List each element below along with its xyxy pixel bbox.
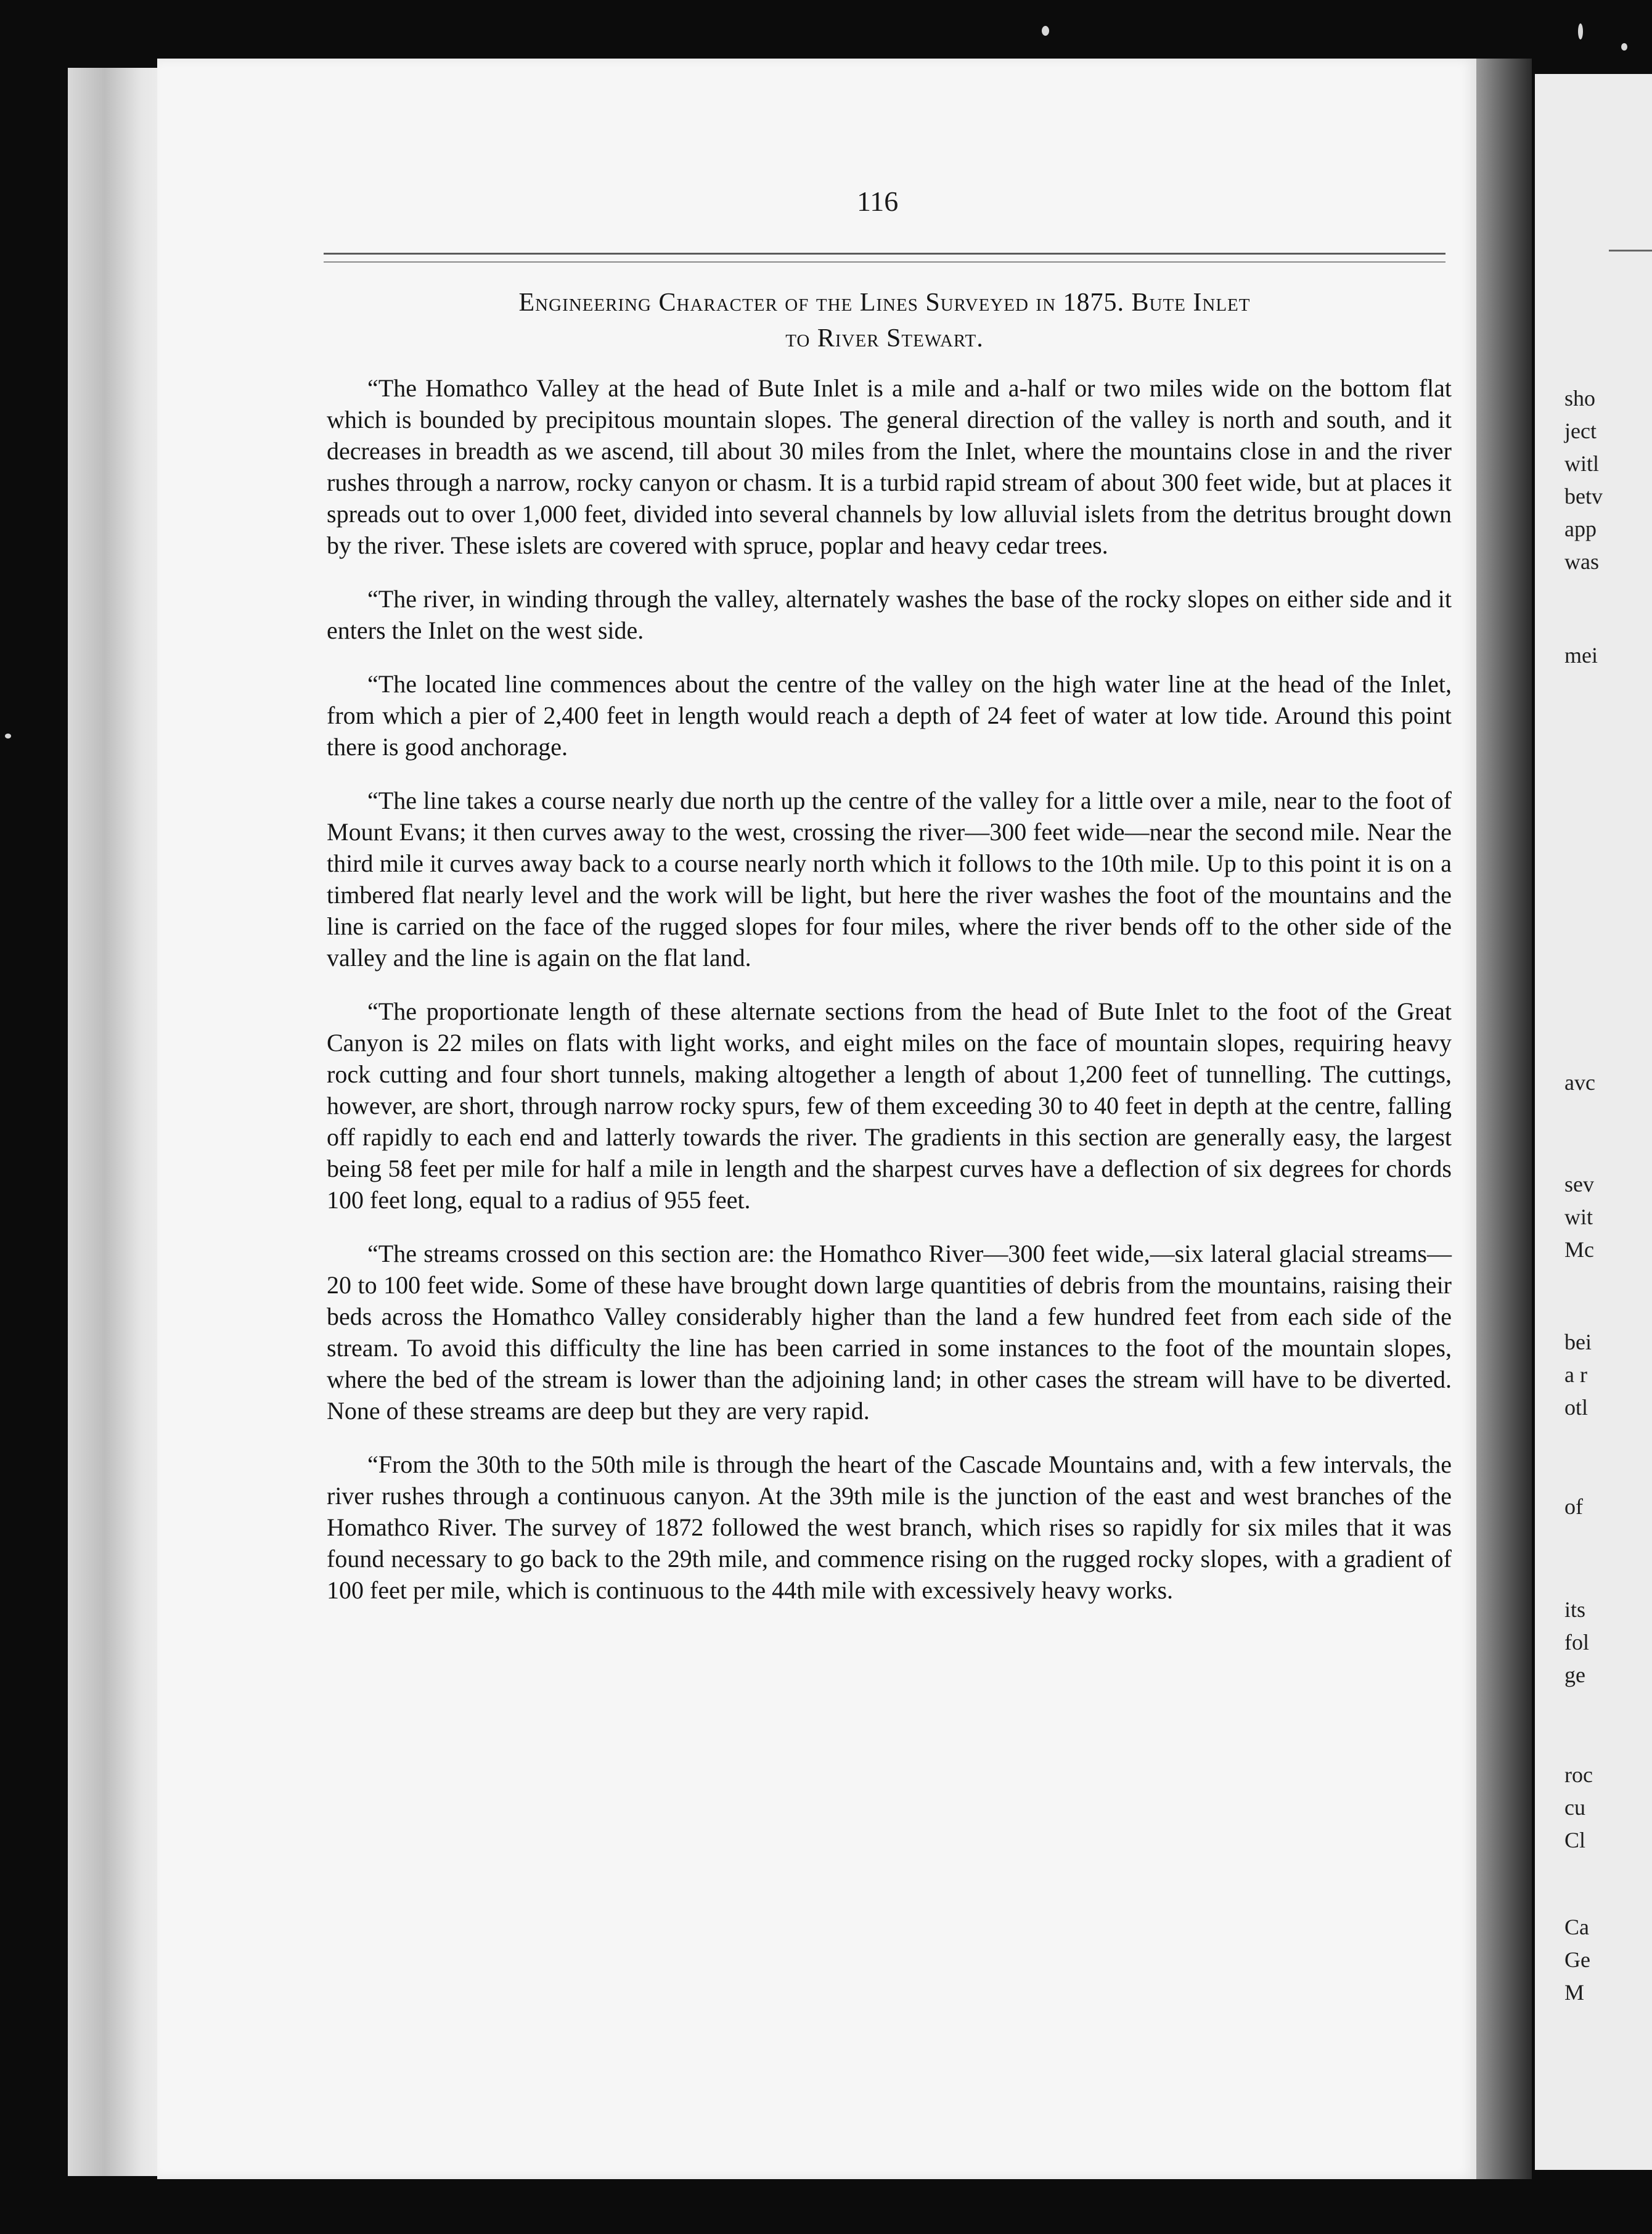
facing-page-fragment: cu bbox=[1564, 1795, 1585, 1820]
facing-page-fragment: a r bbox=[1564, 1362, 1587, 1387]
facing-page-fragment: sev bbox=[1564, 1172, 1594, 1197]
facing-page-fragment: avc bbox=[1564, 1070, 1595, 1095]
dust-speck bbox=[5, 734, 11, 739]
paragraph: “The line takes a course nearly due north up the centre of the valley for a little over a mile, near to the foot of Mount Evans; it then curves away to the west, crossing the river—300 feet wide—near the second mile. Near the third mile it curves away back to a course nearly north which it follows to the 10th mile. Up to this point it is on a timbered flat nearly level and the work will be light, but here the river washes the foot of the mountains and the line is carried on the face of the rugged slopes for four miles, where the river bends off to the other side of the valley and the line is again on the flat land. bbox=[327, 787, 1452, 972]
facing-page-fragment: of bbox=[1564, 1494, 1583, 1519]
facing-page-fragment: roc bbox=[1564, 1762, 1593, 1787]
facing-page bbox=[1535, 74, 1652, 2170]
section-heading bbox=[333, 285, 1436, 356]
facing-page-fragment: ject bbox=[1564, 419, 1597, 443]
facing-page-fragment: Mc bbox=[1564, 1237, 1594, 1262]
facing-page-fragment: app bbox=[1564, 517, 1597, 541]
dust-speck bbox=[1578, 23, 1583, 39]
facing-page-fragment: M bbox=[1564, 1980, 1585, 2005]
section-heading-line: to River Stewart. bbox=[785, 324, 984, 353]
section-heading-line: Engineering Character of the Lines Surveyed in 1875. Bute Inlet bbox=[518, 288, 1251, 317]
facing-page-fragment: mei bbox=[1564, 643, 1598, 668]
paragraph: “From the 30th to the 50th mile is through the heart of the Cascade Mountains and, with a few intervals, the river rushes through a continuous canyon. At the 39th mile is the junction of the east and west branches of the Homathco River. The survey of 1872 followed the west branch, which rises so rapidly for six miles that it was found necessary to go back to the 29th mile, and commence rising on the rugged rocky slopes, with a gradient of 100 feet per mile, which is continuous to the 44th mile with excessively heavy works. bbox=[327, 1450, 1452, 1604]
header-rule bbox=[324, 253, 1446, 255]
facing-page-rule bbox=[1609, 250, 1652, 252]
page-edge-shadow bbox=[1476, 59, 1532, 2179]
paragraph: “The proportionate length of these alternate sections from the head of Bute Inlet to the foot of the Great Canyon is 22 miles on flats with light works, and eight miles on the face of mountain slopes, requiring heavy rock cutting and four short tunnels, making altogether a length of about 1,200 feet of tunnelling. The cuttings, however, are short, through narrow rocky spurs, few of them exceeding 30 to 40 feet in depth at the centre, falling off rapidly to each end and latterly towards the river. The gradients in this section are generally easy, the largest being 58 feet per mile for half a mile in length and the sharpest curves have a deflection of six degrees for chords 100 feet long, equal to a radius of 955 feet. bbox=[327, 997, 1452, 1214]
facing-page-fragment: ge bbox=[1564, 1663, 1585, 1687]
facing-page-fragment: otl bbox=[1564, 1395, 1589, 1420]
paragraph: “The streams crossed on this section are: the Homathco River—300 feet wide,—six lateral glacial streams—20 to 100 feet wide. Some of these have brought down large quantities of debris from the mountains, raising their beds across the Homathco Valley considerably higher than the land a few hundred feet from each side of the stream. To avoid this difficulty the line has been carried in some instances to the foot of the mountain slopes, where the bed of the stream is lower than the adjoining land; in other cases the stream will have to be diverted. None of these streams are deep but they are very rapid. bbox=[327, 1240, 1452, 1425]
dust-speck bbox=[1621, 43, 1627, 51]
dust-speck bbox=[1042, 26, 1049, 36]
facing-page-fragment: fol bbox=[1564, 1630, 1589, 1655]
paragraph: “The Homathco Valley at the head of Bute Inlet is a mile and a-half or two miles wide on the bottom flat which is bounded by precipitous mountain slopes. The general direction of the valley is north and south, and it decreases in breadth as we ascend, till about 30 miles from the Inlet, where the mountains close in and the river rushes through a narrow, rocky canyon or chasm. It is a turbid rapid stream of about 300 feet wide, but at places it spreads out to over 1,000 feet, divided into several channels by low alluvial islets from the detritus brought down by the river. These islets are covered with spruce, poplar and heavy cedar trees. bbox=[327, 374, 1452, 559]
facing-page-fragment: bei bbox=[1564, 1330, 1592, 1354]
facing-page-fragment: betv bbox=[1564, 484, 1603, 509]
paragraph: “The located line commences about the centre of the valley on the high water line at the head of the Inlet, from which a pier of 2,400 feet in length would reach a depth of 24 feet of water at low tide. Around this point there is good anchorage. bbox=[327, 670, 1452, 761]
header-rule-thin bbox=[324, 261, 1446, 263]
facing-page-fragment: Ge bbox=[1564, 1947, 1590, 1972]
facing-page-fragment: wit bbox=[1564, 1205, 1593, 1229]
facing-page-fragment: its bbox=[1564, 1597, 1586, 1622]
facing-page-fragment: sho bbox=[1564, 386, 1596, 411]
facing-page-fragment: Cl bbox=[1564, 1828, 1586, 1852]
body-text bbox=[327, 372, 1452, 1628]
page-number: 116 bbox=[857, 186, 899, 217]
facing-page-fragment: was bbox=[1564, 549, 1599, 574]
facing-page-fragment: Ca bbox=[1564, 1915, 1589, 1939]
paragraph: “The river, in winding through the valley, alternately washes the base of the rocky slopes on either side and it enters the Inlet on the west side. bbox=[327, 585, 1452, 644]
facing-page-fragment: witl bbox=[1564, 451, 1600, 476]
